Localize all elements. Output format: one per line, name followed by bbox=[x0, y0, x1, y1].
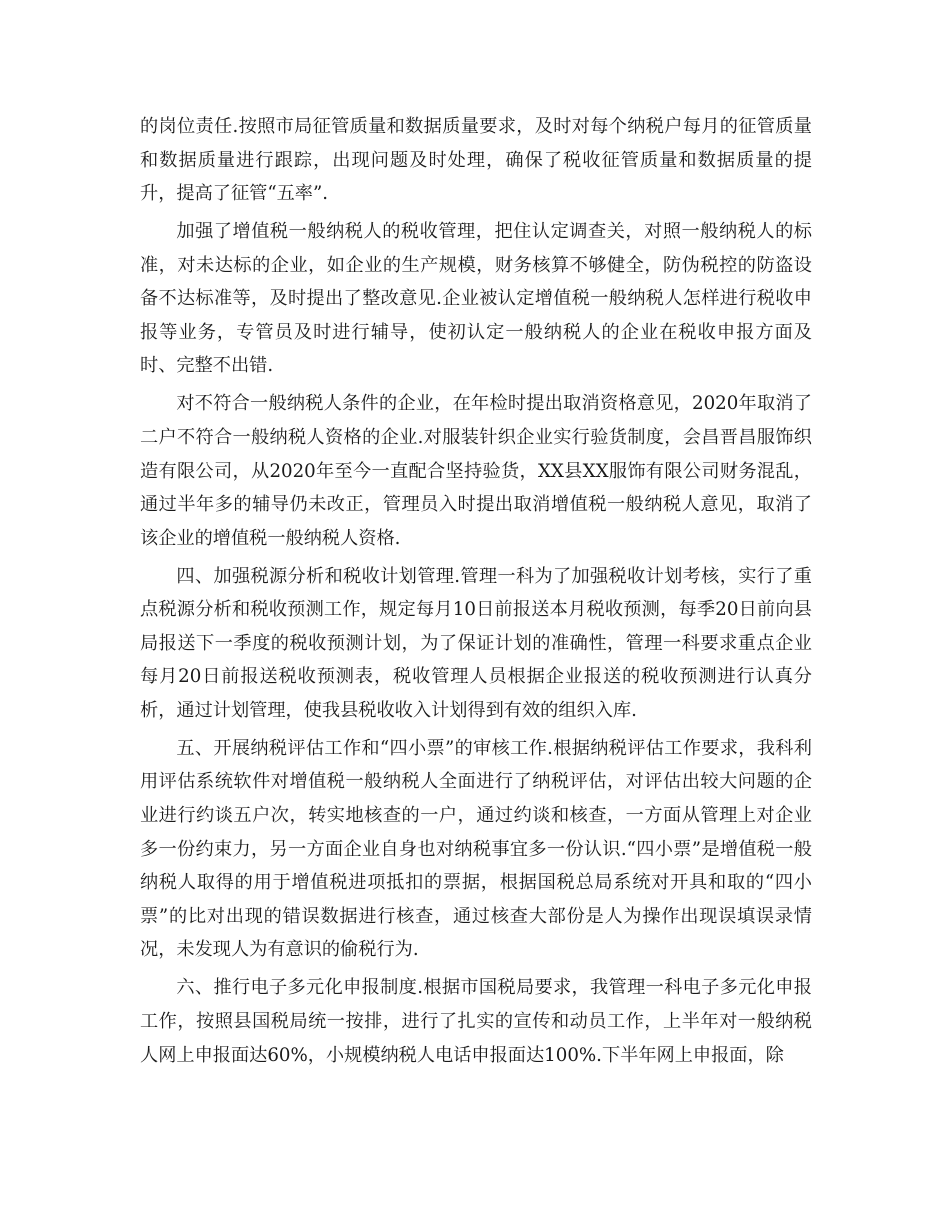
paragraph-section-4-tax-source-analysis: 四、加强税源分析和税收计划管理.管理一科为了加强税收计划考核，实行了重点税源分析和税收预测工作，规定每月10日前报送本月税收预测，每季20日前向县局报送下一季度的税收预测计划，为了保证计划的准确性，管理一科要求重点企业每月20日前报送税收预测表，税收管理人员根据企业报送的税收预测进行认真分析，通过计划管理，使我县税收收入计划得到有效的组织入库. bbox=[140, 565, 812, 721]
document-body bbox=[140, 110, 812, 1076]
paragraph-section-6-e-filing: 六、推行电子多元化申报制度.根据市国税局要求，我管理一科电子多元化申报工作，按照县国税局统一按排，进行了扎实的宣传和动员工作，上半年对一般纳税人网上申报面达60%，小规模纳税人电话申报面达100%.下半年网上申报面，除 bbox=[140, 977, 812, 1066]
paragraph-section-5-tax-assessment: 五、开展纳税评估工作和“四小票”的审核工作.根据纳税评估工作要求，我科利用评估系统软件对增值税一般纳税人全面进行了纳税评估，对评估出较大问题的企业进行约谈五户次，转实地核查的一户，通过约谈和核查，一方面从管理上对企业多一份约束力，另一方面企业自身也对纳税事宜多一份认识.“四小票”是增值税一般纳税人取得的用于增值税进项抵扣的票据，根据国税总局系统对开具和取的“四小票”的比对出现的错误数据进行核查，通过核查大部份是人为操作出现误填误录情况，未发现人为有意识的偷税行为. bbox=[140, 737, 812, 961]
paragraph-disqualification: 对不符合一般纳税人条件的企业，在年检时提出取消资格意见，2020年取消了二户不符合一般纳税人资格的企业.对服装针织企业实行验货制度，会昌晋昌服饰织造有限公司，从2020年至今一直配合坚持验货，XX县XX服饰有限公司财务混乱，通过半年多的辅导仍未改正，管理员入时提出取消增值税一般纳税人意见，取消了该企业的增值税一般纳税人资格. bbox=[140, 393, 812, 549]
paragraph-post-responsibility: 的岗位责任.按照市局征管质量和数据质量要求，及时对每个纳税户每月的征管质量和数据质量进行跟踪，出现问题及时处理，确保了税收征管质量和数据质量的提升，提高了征管“五率”. bbox=[140, 116, 812, 205]
paragraph-vat-general-taxpayer-management: 加强了增值税一般纳税人的税收管理，把住认定调查关，对照一般纳税人的标准，对未达标的企业，如企业的生产规模，财务核算不够健全，防伪税控的防盗设备不达标准等，及时提出了整改意见.企业被认定增值税一般纳税人怎样进行税收申报等业务，专管员及时进行辅导，使初认定一般纳税人的企业在税收申报方面及时、完整不出错. bbox=[140, 221, 812, 377]
